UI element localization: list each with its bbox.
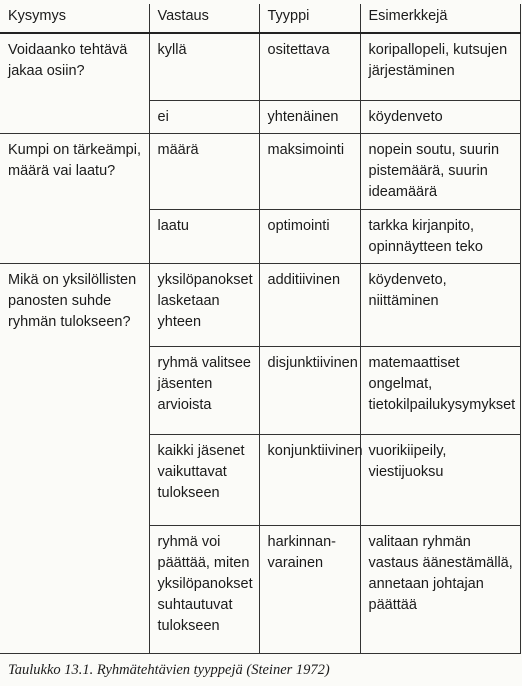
type-cell	[259, 33, 360, 100]
type-cell	[259, 525, 360, 653]
example-text: tarkka kirjanpito, opinnäytteen teko	[368, 217, 483, 255]
type-cell	[259, 133, 360, 209]
example-text: koripallopeli, kutsujen järjestäminen	[368, 42, 508, 79]
answer-cell	[149, 33, 259, 100]
answer-text: määrä	[157, 141, 199, 158]
example-text: valitaan ryhmän vastaus äänestämällä, annetaan johtajan päättää	[368, 533, 513, 613]
type-text: harkinnan- varainen	[267, 533, 337, 571]
table-caption: Taulukko 13.1. Ryhmätehtävien tyyppejä (Steiner 1972)	[8, 662, 330, 678]
type-cell	[259, 263, 360, 346]
example-cell	[360, 434, 520, 525]
question-text: Voidaanko tehtävä jakaa osiin?	[8, 42, 128, 79]
question-cell	[0, 263, 149, 653]
header-examples: Esimerkkejä	[360, 4, 520, 33]
answer-cell	[149, 263, 259, 346]
answer-text: ryhmä voi päättää, miten yksilöpanokset suhtautuvat tulokseen	[157, 533, 253, 634]
answer-cell	[149, 133, 259, 209]
type-cell	[259, 100, 360, 133]
question-text: Mikä on yksilöllisten panosten suhde ryhmän tulokseen?	[8, 271, 137, 330]
question-cell	[0, 33, 149, 133]
example-cell	[360, 209, 520, 263]
question-text: Kumpi on tärkeämpi, määrä vai laatu?	[8, 141, 141, 179]
answer-cell	[149, 100, 259, 133]
type-cell	[259, 434, 363, 525]
header-type: Tyyppi	[259, 4, 360, 33]
answer-cell	[149, 434, 259, 525]
type-cell	[259, 209, 360, 263]
example-cell	[360, 133, 520, 209]
table-header-row	[0, 4, 520, 33]
answer-text: yksilöpanokset lasketaan yhteen	[157, 271, 253, 330]
type-cell	[259, 346, 360, 434]
group-task-types-table	[0, 4, 521, 654]
example-cell	[360, 263, 520, 346]
example-text: matemaattiset ongelmat, tietokilpailukysymykset	[368, 354, 516, 413]
type-text: additiivinen	[267, 271, 341, 288]
answer-text: laatu	[157, 217, 189, 234]
answer-text: kaikki jäsenet vaikuttavat tulokseen	[157, 442, 245, 501]
answer-cell	[149, 209, 259, 263]
table-row	[0, 33, 520, 100]
example-text: vuorikiipeily, viestijuoksu	[368, 442, 447, 480]
question-cell	[0, 133, 149, 263]
type-text: disjunktiivinen	[267, 354, 358, 371]
example-cell	[360, 525, 520, 653]
type-text: optimointi	[267, 217, 330, 234]
example-cell	[360, 100, 520, 133]
header-answer: Vastaus	[149, 4, 259, 33]
answer-cell	[149, 346, 259, 434]
answer-cell	[149, 525, 259, 653]
answer-text: ryhmä valitsee jäsenten arvioista	[157, 354, 251, 413]
type-text: yhtenäinen	[267, 108, 339, 125]
example-text: köydenveto, niittäminen	[368, 271, 447, 309]
answer-text: ei	[157, 108, 169, 125]
example-text: nopein soutu, suurin pistemäärä, suurin ideamäärä	[368, 141, 500, 200]
example-cell	[360, 33, 520, 100]
example-cell	[360, 346, 520, 434]
table-row	[0, 263, 520, 346]
type-text: ositettava	[267, 42, 330, 58]
example-text: köydenveto	[368, 108, 443, 125]
type-text: maksimointi	[267, 141, 345, 158]
type-text: konjunktiivinen	[267, 442, 363, 459]
header-question: Kysymys	[0, 4, 149, 33]
table-row	[0, 133, 520, 209]
answer-text: kyllä	[157, 42, 187, 58]
